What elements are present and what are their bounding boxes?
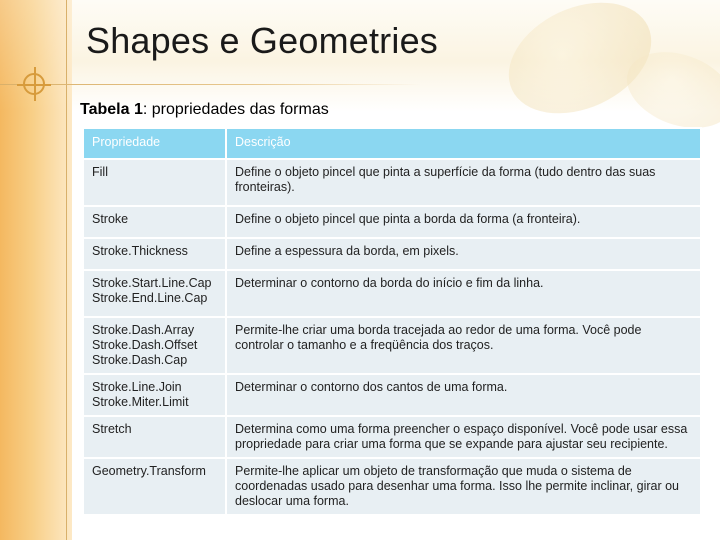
description-cell: Permite-lhe aplicar um objeto de transformação que muda o sistema de coordenadas usado para desenhar uma forma. Isso lhe permite inclinar, girar ou deslocar uma forma. xyxy=(226,458,701,515)
description-cell: Permite-lhe criar uma borda tracejada ao redor de uma forma. Você pode controlar o tamanho e a freqüência dos traços. xyxy=(226,317,701,374)
property-cell: Stroke.Thickness xyxy=(83,238,226,270)
column-header-description: Descrição xyxy=(226,128,701,159)
table-row xyxy=(83,374,701,416)
property-cell: Stroke xyxy=(83,206,226,238)
property-cell: Stretch xyxy=(83,416,226,458)
description-cell: Define o objeto pincel que pinta a superfície da forma (tudo dentro das suas fronteiras). xyxy=(226,159,701,206)
table-caption xyxy=(80,101,329,119)
properties-table xyxy=(82,127,702,516)
description-cell: Determina como uma forma preencher o espaço disponível. Você pode usar essa propriedade para criar uma forma que se expande para ajustar seu recipiente. xyxy=(226,416,701,458)
property-cell: Stroke.Line.Join Stroke.Miter.Limit xyxy=(83,374,226,416)
description-cell: Define o objeto pincel que pinta a borda da forma (a fronteira). xyxy=(226,206,701,238)
slide-title: Shapes e Geometries xyxy=(86,20,438,61)
horizontal-rule xyxy=(0,84,420,85)
table-row xyxy=(83,270,701,317)
property-cell: Stroke.Dash.Array Stroke.Dash.Offset Stroke.Dash.Cap xyxy=(83,317,226,374)
table-row xyxy=(83,458,701,515)
column-header-property: Propriedade xyxy=(83,128,226,159)
table-row xyxy=(83,159,701,206)
table-caption-label: Tabela 1 xyxy=(80,101,143,118)
description-cell: Determinar o contorno da borda do início e fim da linha. xyxy=(226,270,701,317)
property-cell: Geometry.Transform xyxy=(83,458,226,515)
table-header-row xyxy=(83,128,701,159)
table-row xyxy=(83,416,701,458)
description-cell: Determinar o contorno dos cantos de uma forma. xyxy=(226,374,701,416)
table-row xyxy=(83,238,701,270)
table-row xyxy=(83,206,701,238)
property-cell: Stroke.Start.Line.Cap Stroke.End.Line.Cap xyxy=(83,270,226,317)
table-caption-text: : propriedades das formas xyxy=(142,101,329,118)
table-row xyxy=(83,317,701,374)
vertical-rule xyxy=(66,0,67,540)
slide-left-band-highlight xyxy=(0,0,72,112)
description-cell: Define a espessura da borda, em pixels. xyxy=(226,238,701,270)
property-cell: Fill xyxy=(83,159,226,206)
crosshair-icon xyxy=(23,73,45,95)
